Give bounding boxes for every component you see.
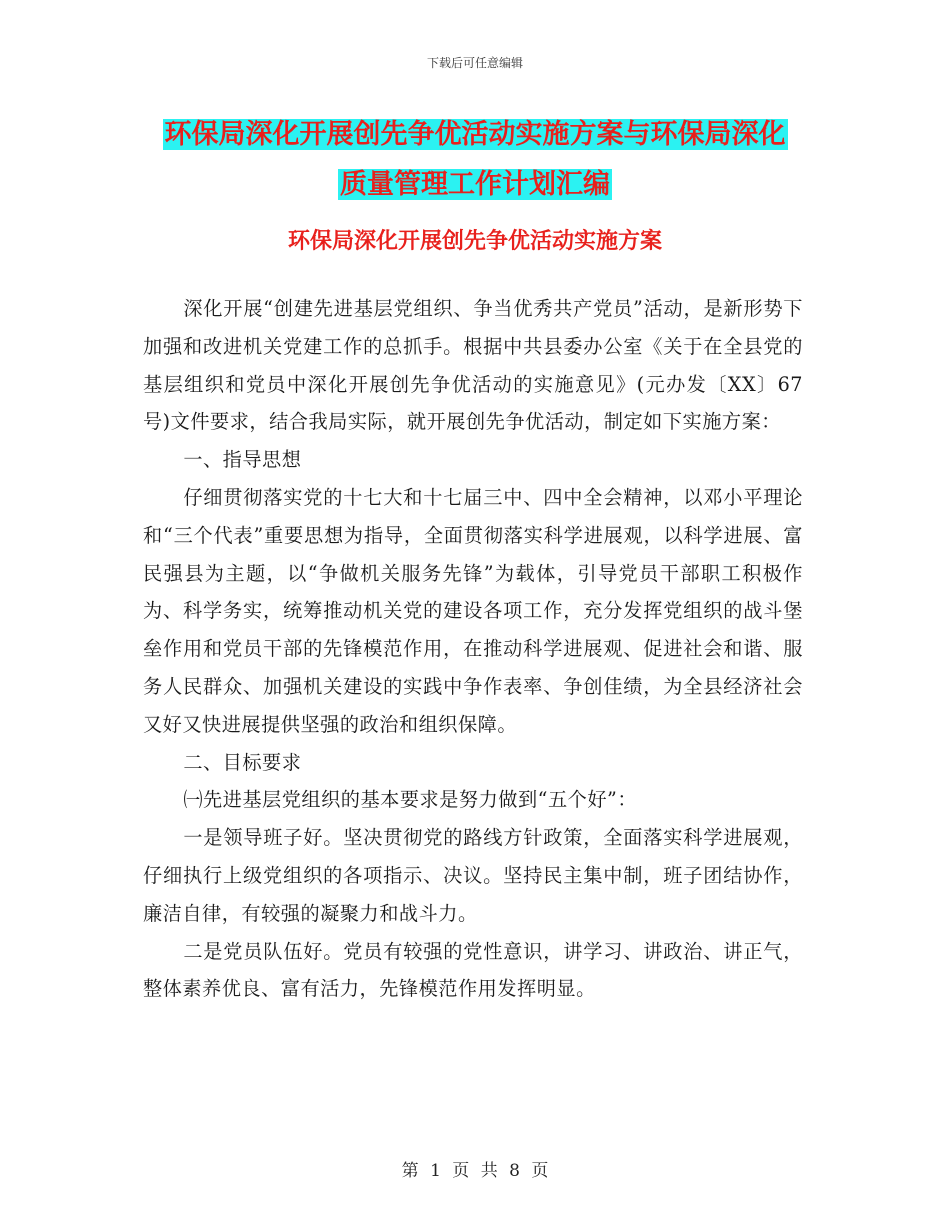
heading-goals: 二、目标要求 xyxy=(183,750,302,774)
paragraph-intro: 深化开展“创建先进基层党组织、争当优秀共产党员”活动，是新形势下加强和改进机关党建工作的总抓手。根据中共县委办公室《关于在全县党的基层组织和党员中深化开展创先争优活动的实施意见》(元办发〔XX〕67号)文件要求，结合我局实际，就开展创先争优活动，制定如下实施方案： xyxy=(143,297,803,434)
heading-guiding-ideology: 一、指导思想 xyxy=(183,448,302,472)
paragraph-guiding-ideology: 仔细贯彻落实党的十七大和十七届三中、四中全会精神，以邓小平理论和“三个代表”重要思想为指导，全面贯彻落实科学进展观，以科学进展、富民强县为主题，以“争做机关服务先锋”为载体，引导党员干部职工积极作为、科学务实，统筹推动机关党的建设各项工作，充分发挥党组织的战斗堡垒作用和党员干部的先锋模范作用，在推动科学进展观、促进社会和谐、服务人民群众、加强机关建设的实践中争作表率、争创佳绩，为全县经济社会又好又快进展提供坚强的政治和组织保障。 xyxy=(143,485,803,736)
section-title: 环保局深化开展创先争优活动实施方案 xyxy=(287,229,662,254)
header-note: 下载后可任意编辑 xyxy=(426,56,523,70)
paragraph-members: 二是党员队伍好。党员有较强的党性意识，讲学习、讲政治、讲正气，整体素养优良、富有活力，先锋模范作用发挥明显。 xyxy=(143,939,803,1001)
document-title xyxy=(0,110,950,210)
page-footer: 第 1 页 共 8 页 xyxy=(401,1161,549,1181)
document-body xyxy=(143,290,803,1008)
paragraph-five-goods: ㈠先进基层党组织的基本要求是努力做到“五个好”： xyxy=(183,788,638,812)
paragraph-leadership: 一是领导班子好。坚决贯彻党的路线方针政策，全面落实科学进展观，仔细执行上级党组织的各项指示、决议。坚持民主集中制，班子团结协作，廉洁自律，有较强的凝聚力和战斗力。 xyxy=(143,826,803,925)
title-line-1: 环保局深化开展创先争优活动实施方案与环保局深化 xyxy=(164,119,786,150)
title-line-2: 质量管理工作计划汇编 xyxy=(340,169,610,200)
